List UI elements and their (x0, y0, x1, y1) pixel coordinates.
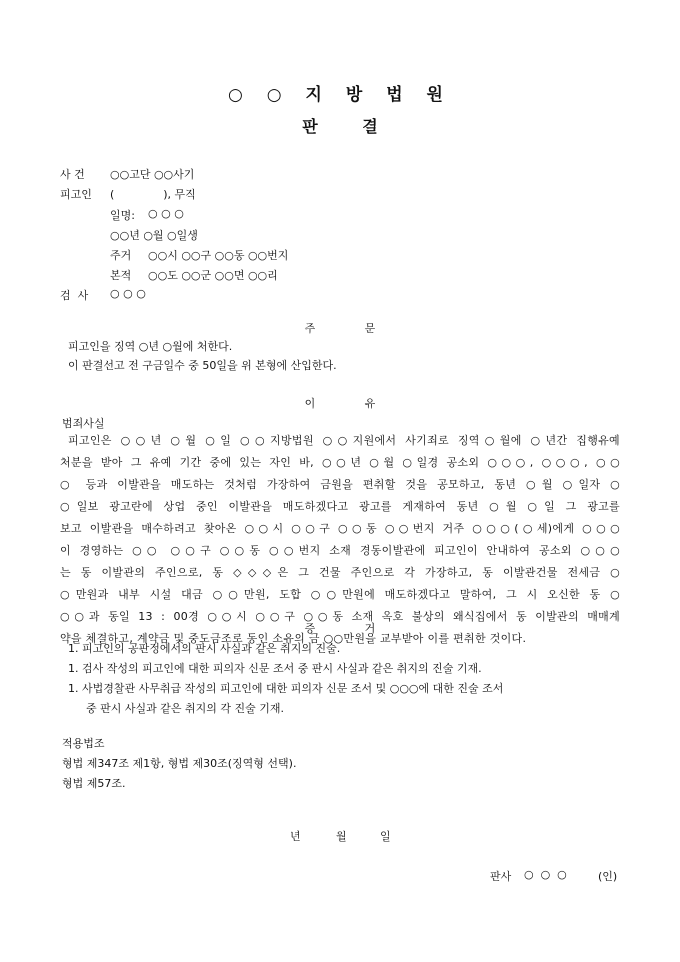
prosecutor-value: ○ ○ ○ (110, 287, 146, 300)
date-day: 일 (380, 830, 391, 843)
date-year: 년 (290, 830, 301, 843)
domicile-value: ○○도 ○○군 ○○면 ○○리 (148, 269, 278, 282)
facts-line (60, 496, 620, 518)
facts-line (60, 474, 620, 496)
ruling-line-2: 이 판결선고 전 구금일수 중 50일을 위 본형에 산입한다. (68, 359, 337, 372)
facts-line (60, 584, 620, 606)
reason-heading-right: 유 (364, 397, 376, 410)
prosecutor-label: 검 사 (60, 289, 89, 302)
facts-text: 처분을 받아 그 유예 기간 중에 있는 자인 바, ○○년 ○월 ○일경 공소외 ○○○, ○○○, ○○ (60, 456, 620, 469)
alias-value: ○ ○ ○ (148, 207, 184, 220)
address-value: ○○시 ○○구 ○○동 ○○번지 (148, 249, 289, 262)
facts-line (60, 430, 620, 452)
facts-text: 보고 이발관을 매수하려고 찾아온 ○○시 ○○구 ○○동 ○○번지 거주 ○○○(○세)에게 ○○○ (60, 522, 620, 535)
ruling-heading (0, 320, 680, 336)
evidence-item: 1. 피고인의 공판정에서의 판시 사실과 같은 취지의 진술. (68, 642, 341, 655)
document-title (0, 114, 680, 137)
law-line-2: 형법 제57조. (62, 777, 126, 790)
facts-line (60, 562, 620, 584)
facts-text: ○○과 동일 13 : 00경 ○○시 ○○구 ○○동 소재 옥호 불상의 왜식집에서 동 이발관의 매매계 (60, 610, 620, 623)
defendant-label: 피고인 (60, 188, 92, 201)
case-label: 사 건 (60, 168, 85, 181)
evidence-heading (0, 620, 680, 636)
evidence-heading-left: 증 (304, 622, 316, 635)
ruling-heading-left: 주 (304, 322, 316, 335)
facts-line (60, 540, 620, 562)
law-title: 적용법조 (62, 737, 105, 750)
ruling-line-1: 피고인을 징역 ○년 ○월에 처한다. (68, 340, 233, 353)
address-label: 주거 (110, 249, 132, 262)
case-number: ○○고단 ○○사기 (110, 168, 195, 181)
evidence-heading-right: 거 (364, 622, 376, 635)
title-char-2: 결 (362, 117, 378, 136)
facts-text: ○만원과 내부 시설 대금 ○○만원, 도합 ○○만원에 매도하겠다고 말하여, 그 시 오신한 동 ○ (60, 588, 620, 601)
seal-mark: (인) (598, 870, 618, 883)
facts-text: 약을 체결하고, 계약금 및 중도금조로 동인 소유의 금 ○○만원을 교부받아 이를 편취한 것이다. (60, 632, 527, 645)
facts-text: ○일보 광고란에 상업 중인 이발관을 매도하겠다고 광고를 게재하여 동년 ○월 ○일 그 광고를 (60, 500, 620, 513)
reason-heading-left: 이 (304, 397, 316, 410)
birth-date: ○○년 ○월 ○일생 (110, 229, 198, 242)
defendant-value: ( ), 무직 (110, 188, 196, 201)
facts-text: 이 경영하는 ○○ ○○구 ○○동 ○○번지 소재 경동이발관에 피고인이 안내하여 공소외 ○○○ (60, 544, 620, 557)
domicile-label: 본적 (110, 269, 132, 282)
facts-text: 피고인은 ○○년 ○월 ○일 ○○지방법원 ○○지원에서 사기죄로 징역○월에 ○년간 집행유예 (68, 434, 620, 447)
alias-label: 일명: (110, 209, 135, 222)
facts-title: 범죄사실 (62, 417, 105, 430)
reason-heading (0, 395, 680, 411)
evidence-item: 1. 사법경찰관 사무취급 작성의 피고인에 대한 피의자 신문 조서 및 ○○○에 대한 진술 조서 (68, 682, 504, 695)
facts-line (60, 452, 620, 474)
law-line-1: 형법 제347조 제1항, 형법 제30조(징역형 선택). (62, 757, 297, 770)
date-month: 월 (336, 830, 347, 843)
facts-text: 는 동 이발관의 주인으로, 동 ◇◇◇은 그 건물 주인으로 각 가장하고, 동 이발관건물 전세금 ○ (60, 566, 620, 579)
ruling-heading-right: 문 (364, 322, 376, 335)
facts-line (60, 518, 620, 540)
evidence-item: 1. 검사 작성의 피고인에 대한 피의자 신문 조서 중 판시 사실과 같은 취지의 진술 기재. (68, 662, 482, 675)
judge-label: 판사 (490, 870, 512, 883)
judge-name: ○ ○ ○ (524, 868, 567, 881)
evidence-item-continued: 중 판시 사실과 같은 취지의 각 진술 기재. (86, 702, 284, 715)
court-name: ○ ○ 지 방 법 원 (228, 85, 452, 105)
title-char-1: 판 (302, 117, 318, 136)
facts-text: ○ 등과 이발관을 매도하는 것처럼 가장하여 금원을 편취할 것을 공모하고, 동년 ○월 ○일자 ○ (60, 478, 620, 491)
